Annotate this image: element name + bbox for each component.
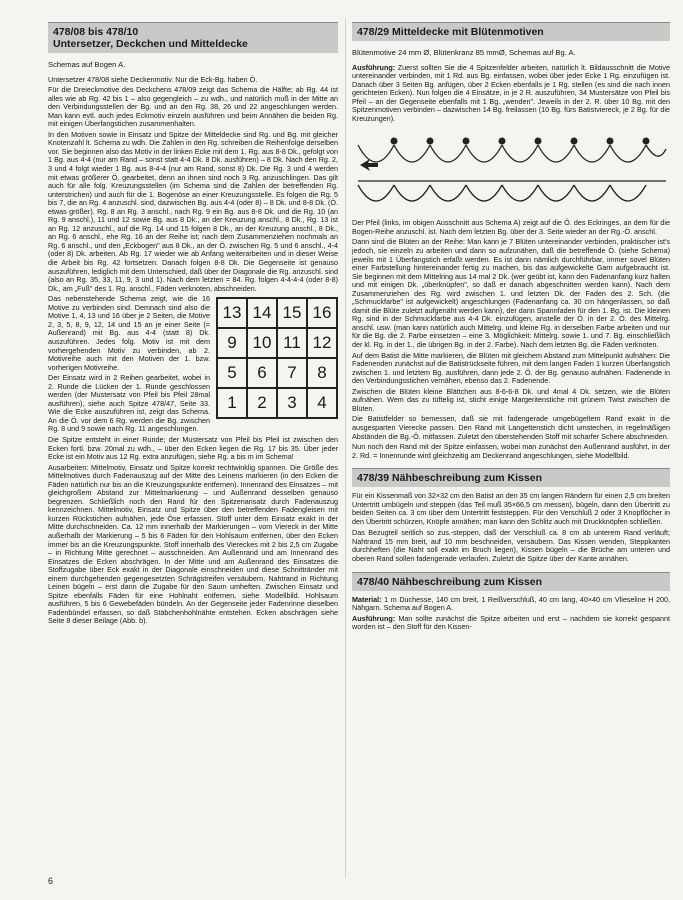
lace-arc [502,145,538,162]
grid-cell: 9 [217,328,247,358]
lace-arc [574,145,610,162]
text-ausfuehrung: Zuerst sollten Sie die 4 Spitzenfelder arbeiten, natürlich lt. Bildausschnitt die Motive untereinander verbinden, mit 1 Rd. aus Bg. einfassen, wobei über jeder Ecke 1 Rg. einzufügen ist. Danach über 3 Seiten Bg. anfügen, über 2 Ecken ebenfalls je 1 Rg. stellen (es sind die nach innen gerichteten Ecken). Nun folgen die 4 Einsätze, in je 2 R. auszuführen, 34 Mustersätze von Pfeil bis Pfeil – an der Gegenseite ebenfalls mit 1 Bg. „wenden". Jeweils in der 2. R. über 10 Bg. mit den Spitzenmotiven verbinden – dazwischen 14 Bg. freilassen (10 Bg. fürs Batistviereck, je 2 Bg. für die Kreuzungen). [352,62,670,123]
grid-cell: 13 [217,298,247,328]
bluetenmotive-note: Blütenmotive 24 mm Ø, Blütenkranz 85 mmØ, Schemas auf Bg. A. [352,48,576,57]
section-header-478-39: 478/39 Nähbeschreibung zum Kissen [352,468,670,487]
paragraph-pfeil: Der Pfeil (links, im obigen Ausschnitt aus Schema A) zeigt auf die Ö. des Eckringes, an dem für die Bogen-Reihe anzuschl. ist. Nach dem letzten Bg. über der 3. Seite wieder an der Rg.-Ö. anschl. [352,218,670,236]
lace-ring [643,138,650,145]
lace-bottom-arc [610,185,646,201]
lace-arc [358,145,394,162]
paragraph-ausarbeiten: Ausarbeiten: Mittelmotiv, Einsatz und Spitze korrekt rechtwinklig spannen. Die Größe des Mittelmotives durch Fadenauszug auf der Mitte des Leinens markieren (in den Ecken die Fäden natürlich nur bis an die Kreuzungspunkte entfernen). Innenrand des Einsatzes – mit gleichgroßem Abstand zur Mittelmarkierung – und Außenrand desselben genauso begrenzen. Schließlich noch den Rand für den Spitzenansatz durch Fadenauszug kennzeichnen. Mittelmotiv, Einsatz und Spitze über den betreffenden Fadengleisen mit kurzen Rückstichen aufnähen, jede Öse erfassen. Stoff unter dem Einsatz exakt in der Mitte durchschneiden. Ca. 12 mm innerhalb der Markierungen – vom Viereck in der Mitte außerhalb der Markierung – 5 bis 6 Fäden für den Hohlsaum entfernen, über den Ecken immer bis an die Kreuzungspunkte. Stoff innerhalb des Viereckes mit 2 bis 2,5 cm Zugabe – in Richtung Mitte gerechnet – ausschneiden. Am Außenrand und am Innenrand des Einsatzes die Ecken abschrägen. In der Mitte und am Außenrand des Einsatzes die Stoffzugabe über Eck exakt in der Diagonale einschneiden und diese Schnittränder mit einem durchgehenden gegengesetzten Schrägstreifen versäubern. Nahtrand in Richtung Leinen bügeln – erst dann die Zugabe für den Saum umheften. Zwischen Einsatz und Spitze ebenfalls Fäden für eine Hohlnaht entfernen, siehe Modellbild. Hohlsaum ausführen, 5 bis 6 Gewebefäden bündeln. An der Gegenseite jeder Fadenrinne dieselben Fadenbündel erfassen, so daß Stäbchenhohlnähte entstehen. Ecken abschrägen siehe Seite 8 dieser Beilage (Abb. b). [48,462,338,626]
lace-bottom-arc [430,185,466,201]
label-material: Material: [352,594,382,604]
lace-arc [646,145,666,156]
label-ausfuehrung: Ausführung: [352,62,396,72]
lace-ring [535,138,542,145]
section-header-478-40: 478/40 Nähbeschreibung zum Kissen [352,572,670,591]
lace-ring [607,138,614,145]
text-ausfuehrung-40: Man sollte zunächst die Spitze arbeiten und erst – nachdem sie korrekt gespannt worden ist – den Stoff für den Kissen- [352,613,670,632]
paragraph-deckchen: Für die Dreieckmotive des Deckchens 478/09 zeigt das Schema die Hälfte; ab Rg. 44 ist alles wie ab Rg. 42 bis 1 – also gegengleich – zu wdh., und natürlich muß in der Mitte an den Verbindungsstellen der Bg. und an den Rg. 38, 26 und 22 angeschlungen werden. Man kann evtl. auch jedes Eckmotiv einzeln ausführen und beim Annähen die beiden Rg. mit einigen Überfangstichen zusammenhalten. [48,85,338,129]
lace-bottom-arc [358,185,394,201]
header-line-2: Untersetzer, Deckchen und Mitteldecke [53,38,248,50]
label-ausfuehrung-40: Ausführung: [352,613,396,623]
grid-cell: 5 [217,358,247,388]
left-column [48,0,338,628]
lace-arc [610,145,646,162]
grid-cell: 10 [247,328,277,358]
lace-bottom-arc [574,185,610,201]
grid-cell: 15 [277,298,307,328]
lace-bottom-arc [502,185,538,201]
grid-cell: 6 [247,358,277,388]
text-material: 1 m Duchesse, 140 cm breit, 1 Reißverschluß, 40 cm lang, 40×40 cm Vlieseline H 200, Nähgarn. Schema auf Bogen A. [352,594,670,613]
paragraph-batist: Auf dem Batist die Mitte markieren, die Blüten mit gleichem Abstand zum Mittelpunkt aufnähen: Die Fadenenden zunächst auf die Batistrückseite führen, mit dem langen Faden 1 kurzen Überfangstich zwischen 1. und letztem Bg. ausführen, dann jede 2. Ö. der Bg. genauso aufnähen. Fadenende in den Verbindungsstichen vernähen, ebenso das 2. Fadenende. [352,350,670,386]
grid-row [217,298,337,328]
grid-cell: 2 [247,388,277,418]
section-header-478-29: 478/29 Mitteldecke mit Blütenmotiven [352,22,670,41]
schema-note: Schemas auf Bogen A. [48,60,126,69]
paragraph-einsatz: Der Einsatz wird in 2 Reihen gearbeitet, wobei in 2. Runde die Lücken der 1. Runde geschlossen werden (der Mustersatz von Pfeil bis Pfeil 28mal ausführen), siehe auch Spitze 478/47, Seite 33. Wie die Ecke auszuführen ist, zeigt das Schema. An die Ö. vor dem 6 Rg. werden die Bg. zwischen Rg. 8 und 9 sowie nach Rg. 11 angeschlungen. [48,373,210,434]
lace-ring [427,138,434,145]
paragraph-blaettchen: Zwischen die Blüten kleine Blättchen aus 8-6-6-8 Dk. und 4mal 4 Dk. setzen, wie die Blüten aufnähen. Wem das zu tüftelig ist, sticht einige Margeritenstiche mit grünem Twist zwischen die Blüten. [352,386,670,413]
grid-cell: 12 [307,328,337,358]
lace-ring [571,138,578,145]
grid-cell: 7 [277,358,307,388]
lace-bottom-arc [466,185,502,201]
lace-ring [463,138,470,145]
section-header-478-08 [48,22,338,53]
arrow-icon [360,159,378,171]
paragraph-untersetzer: Untersetzer 478/08 siehe Deckenmotiv. Nur die Eck-Bg. haben Ö. [48,74,258,84]
paragraph-material [352,596,670,613]
grid-row [217,328,337,358]
paragraph-schema: Das nebenstehende Schema zeigt, wie die 16 Motive zu verbinden sind. Demnach sind also die Motive 1, 4, 13 und 16 über je 2 Seiten, die Motive 2, 3, 5, 8, 9, 12, 14 und 15 an je einer Seite (= Außenrand) mit Bg. aus 4-4 (statt 8) Dk. auszuführen. Jedes folg. Motiv ist mit dem vorhergehenden Motiv zu verbinden, ab 2. Motivreihe auch mit den Motiven der 1. bzw. vorherigen Motivreihe. [48,294,210,372]
motif-schema-grid [216,297,338,419]
lace-arc [466,145,502,162]
lace-pattern-illustration [352,125,670,217]
lace-ring [499,138,506,145]
paragraph-rand: Nun noch den Rand mit der Spitze einfassen, wobei man zunächst den Außenrand ausführt, in der 2. Rd. = Innenrunde wird gleichzeitig am Deckenrand angeschlungen, siehe Modellbild. [352,442,670,460]
column-divider [345,18,346,878]
paragraph-ausfuehrung-40 [352,615,670,632]
paragraph-spitze: Die Spitze entsteht in einer Runde; der Mustersatz von Pfeil bis Pfeil ist zwischen den Ecken fortl. bzw. 20mal zu wdh., – über den Ecken liegen die Rg. 17 bis 35. Über jeder Ecke ist ein Motiv aus 12 Rg. extra anzufügen, siehe Rg. a bis m im Schema! [48,434,338,462]
grid-row [217,388,337,418]
paragraph-kissenmass: Für ein Kissenmaß von 32×32 cm den Batist an den 35 cm langen Rändern für einen 2,5 cm breiten Untertritt umbügeln und steppen (das Teil muß 35×66,5 cm messen), bügeln, dann den Übertritt zu beiden Seiten ca. 3 cm über dem Untertritt feststeppen. Für den Verschluß 2 oder 3 Knopflöcher in den Übertritt schürzen, Knöpfe annähen; man kann den Schlitz auch mit Druckknöpfen schließen. [352,491,670,526]
paragraph-motive: In den Motiven sowie in Einsatz und Spitze der Mitteldecke sind Rg. und Bg. mit gleicher Knotenzahl lt. Schema zu wdh. Die Zahlen in den Rg. schreiben die Reihenfolge derselben vor. Sie beginnen also das Motiv in der linken Ecke mit dem 1. Rg. aus 8-8 Dk., gefolgt von 1 Bg. aus 4-4 (nur am Rand – sonst statt 4-4 Dk. 8 Dk. ausführen) – 8 Dk. Nach den Rg. 2, 3 und 4 folgt wieder 1 Bg. aus 8-4-4 (nur am Rand, sonst 8) Dk. Die Rg. 3 und 4 werden mit etwas größerer Ö. gearbeitet, denn an ihnen sind noch 3 Rg. anzuschlingen. Das gilt auch für alle folg. Kreuzungsstellen (im Schema sind die Zahlen der betreffenden Rg. unterstrichen) und auch für die 1. Bogenöse an einer Kreuzungsstelle. Es folgen die Rg. 5 bis 7, die an Rg. 4 anzuschl. sind, dazwischen Bg. aus 4-4 (oder 8) – 8 Dk. und 8-8 Dk. (Ö. etwas größer). Rg. 8 an Rg. 3 anschl., nach Rg. 9 ein Bg. aus 8-8 Dk. und die Rg. 10 (an Rg. 9 anschl.), 11 und 12 sowie Bg. aus 8 Dk., an der Kreuzung anschl., 8 Dk., Rg. 13 ist an Rg. 12 anzuschl., auf die Rg. 14 und 15 folgen 8 Dk., an der Kreuzung anschl., 8 Dk., an Rg. 6 anschl., ehe Rg. 16 an der Reihe ist; nach dem Zusammenziehen nochmals an Rg. 6 anschl., und den „Eckbogen" aus 8 Dk., an der Ö. zwischen Rg. 5 und 6 anschl., 4-4 (oder 8) Dk. arbeiten. Ab Rg. 17 wieder wie ab Anfang weiterarbeiten und in dieser Weise die Arbeit bis Rg. 42 fortsetzen. Danach folgen 8-8 Dk. Die Gegenseite ist genauso auszuführen, lediglich mit dem Unterschied, daß über der Diagonale die Rg. anzuschl. sind (also an Rg. 35, 33, 11, 9, 3 und 1). Nach dem letzten = 84. Rg. folgen 4-4-4-4 (oder 8-8) Dk., am „Fuß" des 1. Rg. anschl., Fäden verknoten, abschneiden. [48,129,338,293]
paragraph-blueten: Dann sind die Blüten an der Reihe: Man kann je 7 Blüten untereinander verbinden, praktischer ist's jedoch, sie einzeln zu arbeiten und dann so aufzunähen, daß die betreffende Ö. (siehe Schema) jeweils mit 1 Überfangstich erfaßt werden. Es ist dann nämlich durchführbar, immer sovel Blüten einer Farbstellung hintereinander fertig zu machen, bis das aufgewickelte Garn aufgebraucht ist. Sie beginnen mit dem Mittelring aus 14 mal 2 Dk. (wer geübt ist, kann den Fadenanfang kurz halten und mit einigen Dk. „überknüpfen", so daß er danach abgeschnitten werden kann). Nach dem Zusammenziehen des Rg. wird zwischen 1. und letzten Dk. der Faden des 2. Sch. (die „Schmuckfarbe" ist aufgewickelt) angeschlungen (Fadenanfang ca. 30 cm hängenlassen, so daß damit die Blüte zuletzt aufgenäht werden kann), der dann Spannfaden für den 1. Bg. ist. Die kleinen Rg. sind in der Schmuckfarbe aus 4-4 Dk. einzufügen, anstelle der Ö. in der 2. Ö. des Mittelrg. anschl. usw. (man kann natürlich auch Mittelrg. und kleine Rg. in derselben Farbe arbeiten und nur für die Bg. die 2. Farbe einsetzen – eine 3. Möglichkeit: Mittelrg. sowie 1. und 7. Bg. einschließlich der kl. Rg. in der 1., die übrigen Bg. in der 2. Farbe). Nach dem letzten Bg. die Fäden verknoten. [352,237,670,350]
lace-ring [391,138,398,145]
paragraph-bezugteil: Das Bezugteil seitlich so zus.-steppen, daß der Verschluß ca. 8 cm ab unterem Rand verläuft; Nahtrand 15 mm breit, auf 10 mm beschneiden, versäubern. Das Kissen wenden, Steppkanten durchheften (die Naht soll exakt im Bruch liegen), Kissen bügeln – die Brüche am unteren und oberen Rand sollen fadengerade verlaufen. Zuletzt die Spitze über der Kante annähen. [352,528,670,563]
grid-cell: 8 [307,358,337,388]
header-line-1: 478/08 bis 478/10 [53,26,139,38]
lace-arc [430,145,466,162]
paragraph-batistfelder: Die Batistfelder so bemessen, daß sie mit fadengerade umgebügeltem Rand exakt in die ausgesparten Vierecke passen. Den Rand mit Langettenstich dicht umstechen, in regelmäßigen Abständen die Bg.-Ö. mitfassen. Zuletzt den überstehenden Stoff mit scharfer Schere abschneiden. [352,414,670,441]
grid-cell: 1 [217,388,247,418]
lace-arc [394,145,430,162]
page-number: 6 [48,876,54,886]
grid-cell: 11 [277,328,307,358]
grid-cell: 16 [307,298,337,328]
lace-bottom-arc [538,185,574,201]
lace-bottom-arc [394,185,430,201]
grid-row [217,358,337,388]
right-column [352,0,670,634]
grid-cell: 4 [307,388,337,418]
lace-arc [538,145,574,162]
paragraph-ausfuehrung-29 [352,64,670,124]
grid-cell: 14 [247,298,277,328]
grid-cell: 3 [277,388,307,418]
